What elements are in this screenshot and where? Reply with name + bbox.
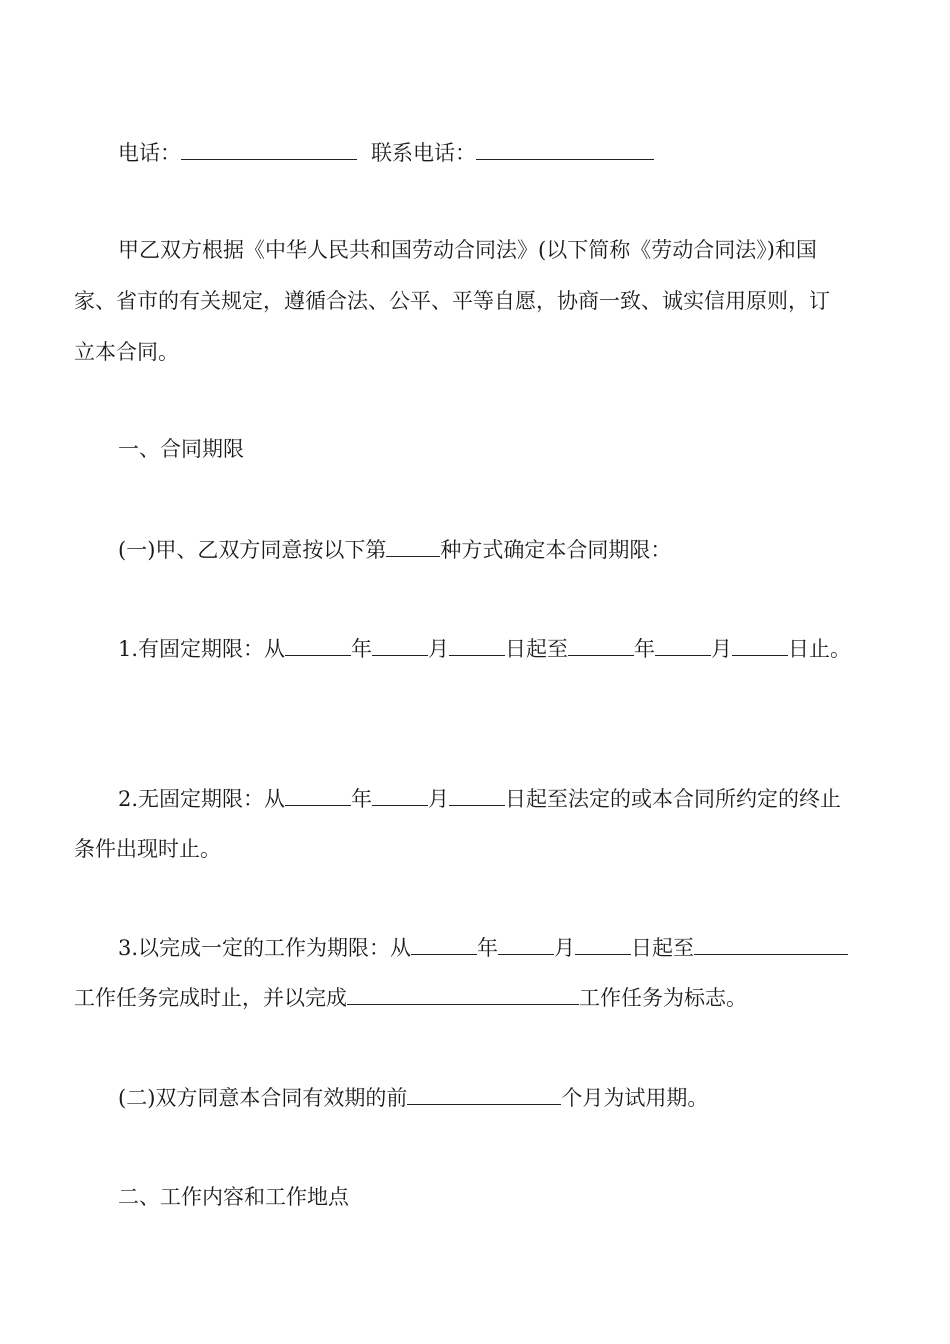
option-1-label: 1.有固定期限：从 — [118, 637, 286, 661]
end-day-blank — [732, 637, 788, 656]
start-month-blank — [372, 787, 428, 806]
option-3-line-2-prefix: 工作任务完成时止，并以完成 — [74, 986, 347, 1010]
option-3-line-2 — [74, 983, 878, 1013]
start-day-blank — [575, 936, 631, 955]
option-2-label: 2.无固定期限：从 — [118, 787, 286, 811]
phone-blank — [181, 141, 357, 160]
preamble-line-1: 甲乙双方根据《中华人民共和国劳动合同法》(以下简称《劳动合同法》)和国 — [118, 238, 817, 262]
month-text: 月 — [554, 936, 576, 960]
end-year-blank — [568, 637, 634, 656]
option-2 — [118, 784, 878, 814]
month-text: 月 — [711, 637, 733, 661]
contact-phone-blank — [476, 141, 654, 160]
section-heading-2: 二、工作内容和工作地点 — [118, 1185, 349, 1209]
start-day-blank — [449, 637, 505, 656]
year-text: 年 — [477, 936, 499, 960]
end-text: 日止。 — [788, 637, 852, 661]
clause-1-suffix: 种方式确定本合同期限： — [440, 538, 672, 562]
task-marker-blank — [347, 986, 579, 1005]
method-number-blank — [386, 538, 440, 557]
end-month-blank — [655, 637, 711, 656]
contact-line — [118, 138, 878, 168]
year-text: 年 — [351, 637, 373, 661]
clause-2-suffix: 个月为试用期。 — [561, 1086, 709, 1110]
clause-2-prefix: (二)双方同意本合同有效期的前 — [118, 1086, 408, 1110]
month-text: 月 — [428, 787, 450, 811]
start-year-blank — [285, 637, 351, 656]
probation-months-blank — [407, 1086, 561, 1105]
month-text: 月 — [428, 637, 450, 661]
option-3 — [118, 933, 878, 963]
start-day-blank — [449, 787, 505, 806]
option-2-tail: 日起至法定的或本合同所约定的终止 — [505, 787, 842, 811]
preamble-line-3: 立本合同。 — [74, 340, 179, 364]
clause-1 — [118, 535, 878, 565]
from-to-text: 日起至 — [505, 637, 569, 661]
option-2-line-2: 条件出现时止。 — [74, 837, 221, 861]
option-3-line-2-suffix: 工作任务为标志。 — [579, 986, 747, 1010]
start-month-blank — [372, 637, 428, 656]
start-year-blank — [411, 936, 477, 955]
clause-1-prefix: (一)甲、乙双方同意按以下第 — [118, 538, 387, 562]
preamble-line-2: 家、省市的有关规定，遵循合法、公平、平等自愿，协商一致、诚实信用原则，订 — [74, 289, 830, 313]
option-1 — [118, 634, 878, 664]
year-text: 年 — [351, 787, 373, 811]
start-month-blank — [498, 936, 554, 955]
start-year-blank — [285, 787, 351, 806]
section-heading-1: 一、合同期限 — [118, 437, 244, 461]
from-to-text: 日起至 — [631, 936, 695, 960]
option-3-label: 3.以完成一定的工作为期限：从 — [118, 936, 412, 960]
clause-2 — [118, 1083, 878, 1113]
task-blank — [694, 936, 848, 955]
contact-phone-label: 联系电话： — [371, 141, 476, 165]
phone-label: 电话： — [118, 141, 181, 165]
year-text: 年 — [634, 637, 656, 661]
